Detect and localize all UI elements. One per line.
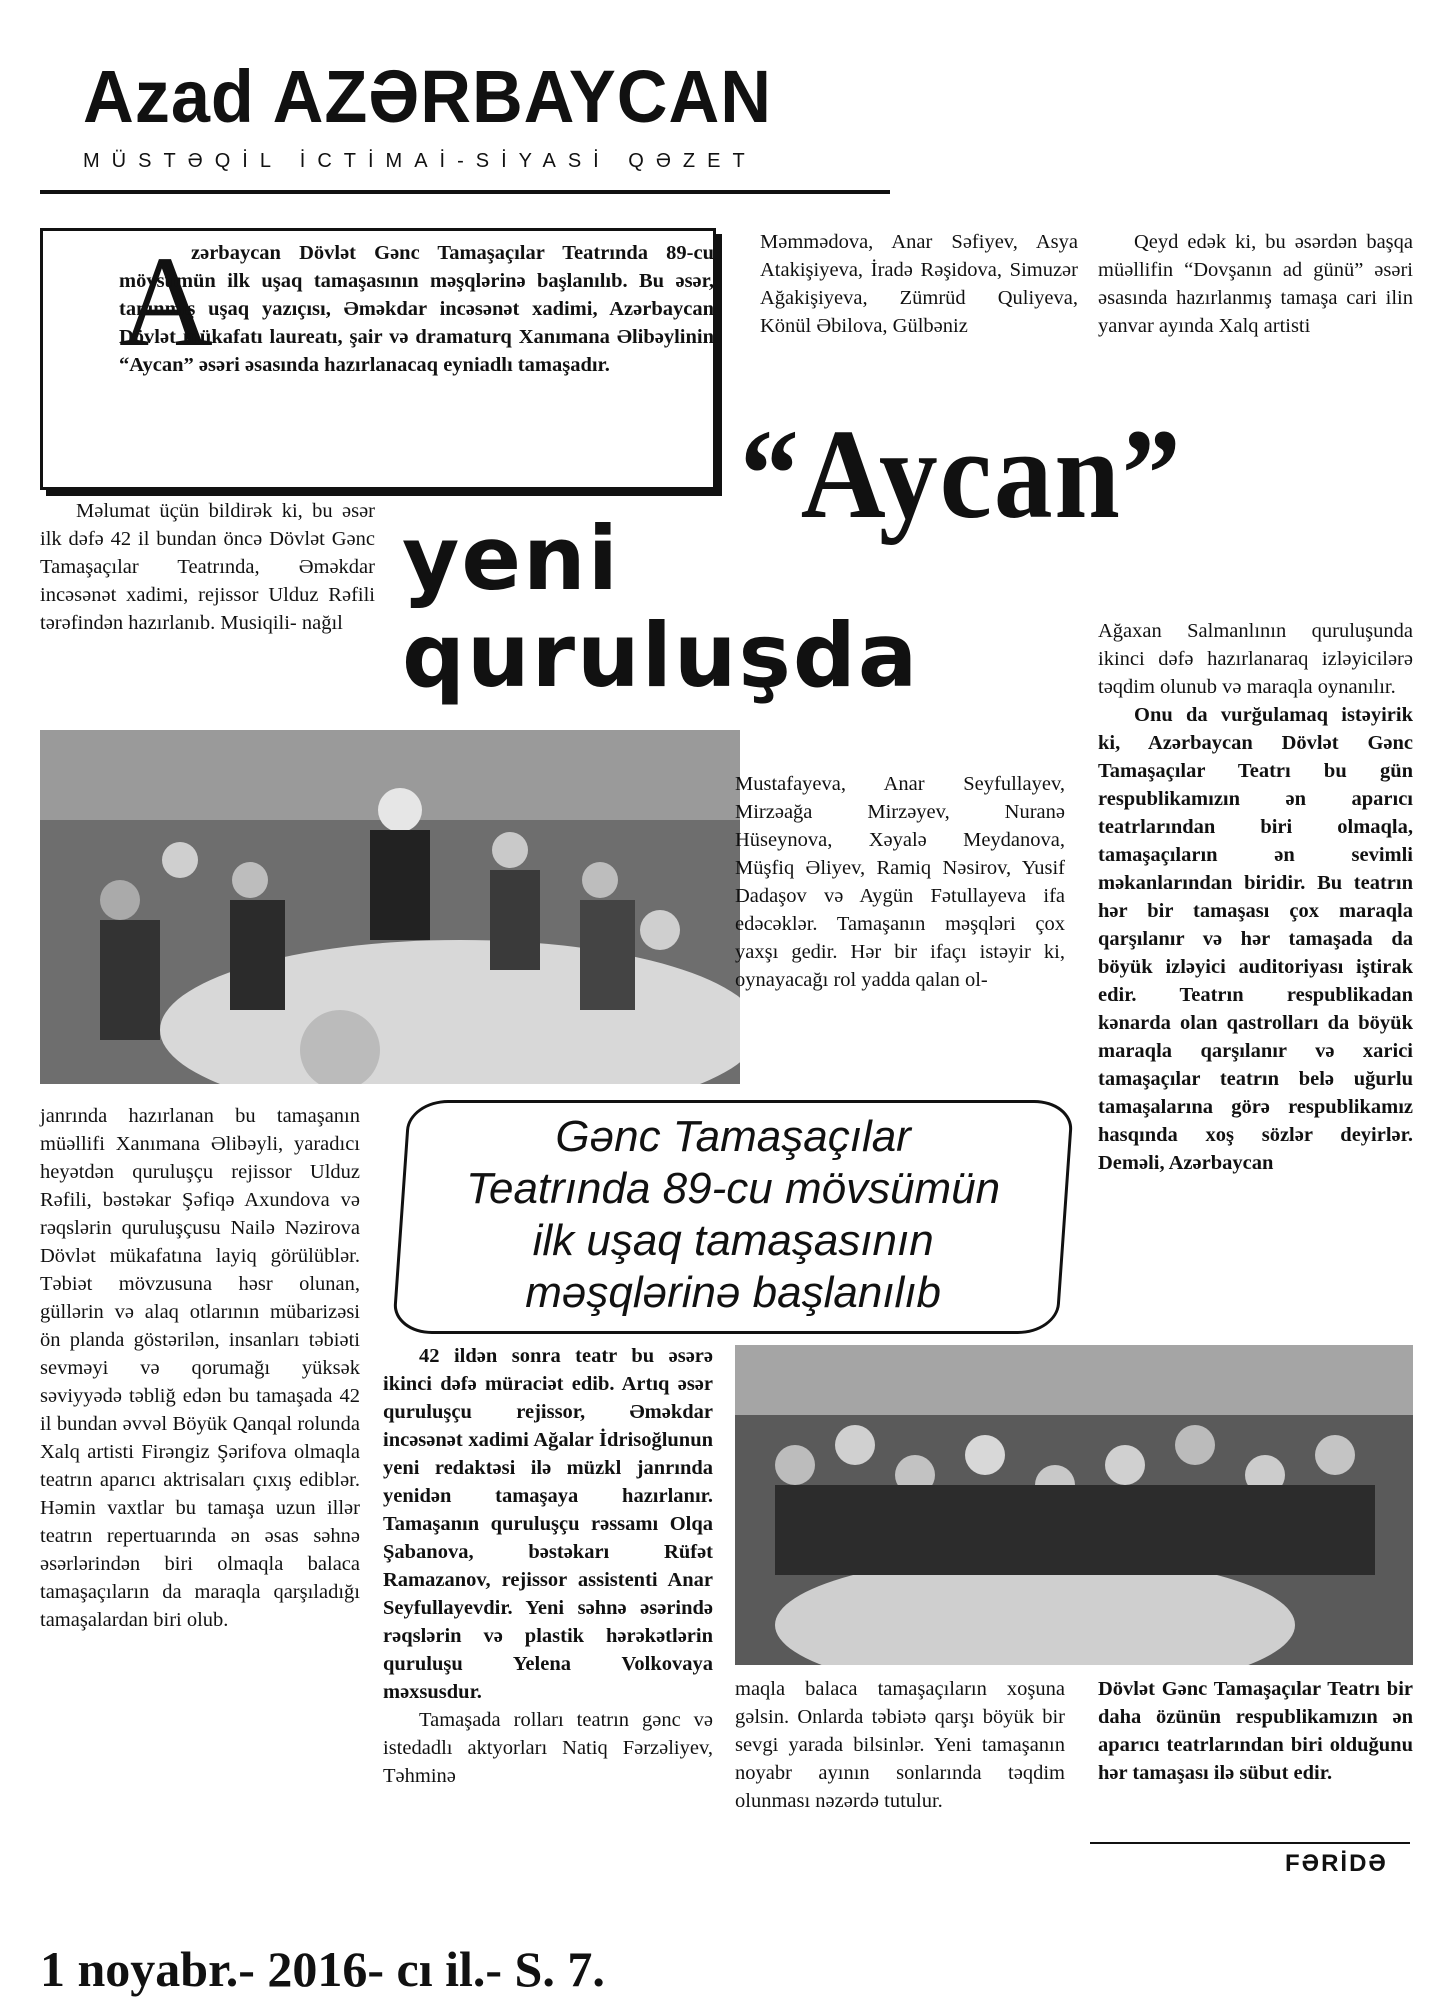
headline-title: “Aycan” bbox=[740, 403, 1183, 545]
group-photo bbox=[735, 1345, 1413, 1665]
intro-text: zərbaycan Dövlət Gənc Tamaşaçılar Teatrında 89-cu mövsümün ilk uşaq tamaşasının məşqlərinə başlanılıb. Bu əsər, tanınmış uşaq yazıçısı, Əməkdar incəsənət xadimi, Azərbaycan Dövlət mükafatı laureatı, şair və dramaturq Xanımana Əlibəylinin “Aycan” əsəri əsasında hazırlanacaq eyniadlı tamaşadır. bbox=[119, 242, 714, 376]
column-2: 42 ildən sonra teatr bu əsərə ikinci dəfə müraciət edib. Artıq əsər quruluşçu rejissor, Əməkdar incəsənət xadimi Ağalar İdrisoğlunun yeni redaktəsi ilə müzkl janrında yenidən tamaşaya hazırlanır. Tamaşanın quruluşçu rəssamı Olqa Şabanova, bəstəkarı Rüfət Ramazanov, rejissor assistenti Anar Seyfullayevdir. Yeni səhnə əsərində rəqslərin və plastik hərəkətlərin quruluşu Yelena Volkovaya məxsusdur. Tamaşada rolları teatrın gənc və istedadlı aktyorları Natiq Fərzəliyev, Təhminə bbox=[383, 1345, 713, 1787]
column-4-mid: Ağaxan Salmanlının quruluşunda ikinci dəfə hazırlanaraq izləyicilərə təqdim olunub və maraqla oynanılır. Onu da vurğulamaq istəyirik ki, Azərbaycan Dövlət Gənc Tamaşaçılar Teatrı bu gün respublikamızın ən aparıcı teatrlarından biri olmaqla, tamaşaçıların ən sevimli məkanlarından biridir. Bu teatrın hər bir tamaşası çox maraqla qarşılanır və hər tamaşada da böyük izləyici auditoriyası iştirak edir. Teatrın respublikadan kənarda olan qastrolları da böyük maraqla qarşılanır və xarici tamaşaçılar teatrın belə uğurlu tamaşalarına görə respublikamız hasqında xoş sözlər deyirlər. Deməli, Azərbaycan bbox=[1098, 620, 1413, 1174]
column-1-top: Məlumat üçün bildirək ki, bu əsər ilk dəfə 42 il bundan öncə Dövlət Gənc Tamaşaçılar Teatrında, Əməkdar incəsənət xadimi, rejissor Ulduz Rəfili tərəfindən hazırlanıb. Musiqili- nağıl bbox=[40, 500, 375, 634]
callout-line1: Gənc Tamaşaçılar bbox=[555, 1112, 911, 1161]
masthead-rule bbox=[40, 190, 890, 194]
headline-line1: yeni bbox=[402, 507, 620, 610]
headline-line2: quruluşda bbox=[402, 604, 920, 707]
callout-box bbox=[392, 1100, 1074, 1334]
column-3-bottom: maqla balaca tamaşaçıların xoşuna gəlsin. Onlarda təbiətə qarşı böyük bir sevgi yarada bilsinlər. Yeni tamaşanın noyabr ayının sonlarında təqdim olunması nəzərdə tutulur. bbox=[735, 1678, 1065, 1812]
callout-line2: Teatrında 89-cu mövsümün bbox=[466, 1164, 1001, 1213]
column-3-mid: Mustafayeva, Anar Seyfullayev, Mirzəağa Mirzəyev, Nuranə Hüseynova, Xəyalə Meydanova, Müşfiq Əliyev, Ramiq Nəsirov, Yusif Dadaşov və Aygün Fətullayeva ifa edəcəklər. Tamaşanın məşqləri çox yaxşı gedir. Hər bir ifaçı istəyir ki, oynayacağı rol yadda qalan ol- bbox=[735, 773, 1065, 991]
author-signature: FƏRİDƏ bbox=[1285, 1850, 1388, 1877]
column-1-bottom: janrında hazırlanan bu tamaşanın müəllifi Xanımana Əlibəyli, yaradıcı heyətdən quruluşçu rejissor Ulduz Rəfili, bəstəkar Şəfiqə Axundova və rəqslərin quruluşçusu Nailə Nəzirova Dövlət mükafatına layiq görülüblər. Təbiət mövzusuna həsr olunan, güllərin və alaq otlarının mübarizəsi ön planda göstərilən, insanları təbiəti sevməyi və qorumağı yüksək səviyyədə təbliğ edən bu tamaşada 42 il bundan əvvəl Böyük Qanqal rolunda Xalq artisti Firəngiz Şərifova olmaqla teatrın aparıcı aktrisaları çıxış ediblər. Həmin vaxtlar bu tamaşa uzun illər teatrın repertuarında ən əsas səhnə əsərlərindən biri olmaqla balaca tamaşaçıların da maraqla qarşıladığı tamaşalardan biri olub. bbox=[40, 1105, 360, 1631]
intro-box bbox=[40, 228, 716, 490]
column-3-top: Məmmədova, Anar Səfiyev, Asya Atakişiyeva, İradə Rəşidova, Simuzər Ağakişiyeva, Zümrüd Quliyeva, Könül Əbilova, Gülbəniz bbox=[760, 231, 1078, 337]
intro-dropcap: A bbox=[119, 230, 213, 374]
callout-line4: məşqlərinə başlanılıb bbox=[525, 1268, 942, 1317]
rehearsal-photo bbox=[40, 730, 740, 1084]
publication-date: 1 noyabr.- 2016- cı il.- S. 7. bbox=[40, 1941, 605, 1997]
column-4-top: Qeyd edək ki, bu əsərdən başqa müəllifin “Dovşanın ad günü” əsəri əsasında hazırlanmış tamaşa cari ilin yanvar ayında Xalq artisti bbox=[1098, 231, 1413, 337]
masthead-subtitle: MÜSTƏQİL İCTİMAİ-SİYASİ QƏZET bbox=[83, 150, 757, 172]
callout-line3: ilk uşaq tamaşasının bbox=[532, 1216, 934, 1265]
signature-rule bbox=[1090, 1842, 1410, 1844]
masthead-title: Azad AZƏRBAYCAN bbox=[83, 55, 772, 138]
column-4-end: Dövlət Gənc Tamaşaçılar Teatrı bir daha özünün respublikamızın ən aparıcı teatrlarından biri olduğunu hər tamaşası ilə sübut edir. bbox=[1098, 1678, 1413, 1784]
